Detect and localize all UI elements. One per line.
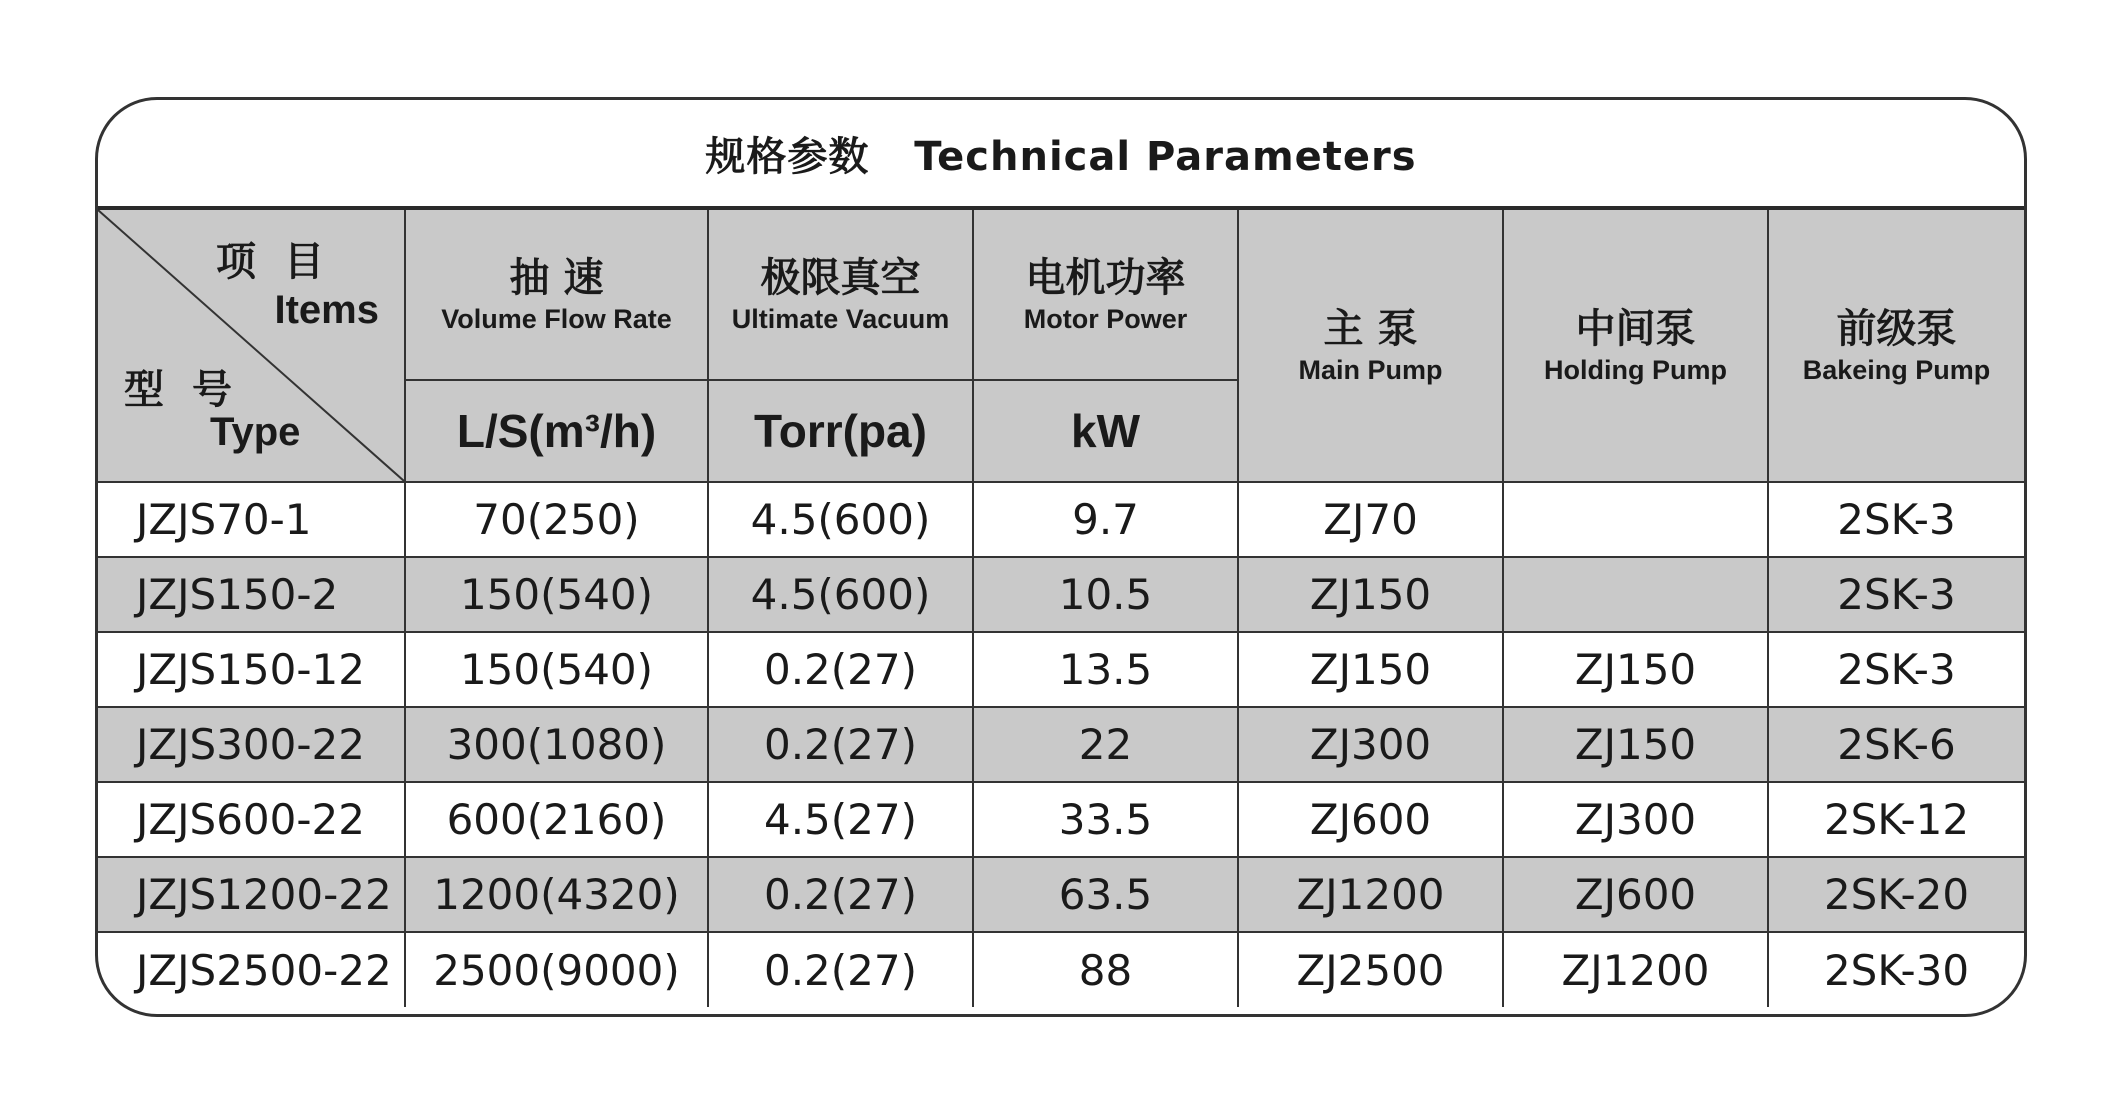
table-row [98, 632, 2024, 707]
col-header-cn: 中间泵 [1575, 305, 1696, 352]
cell-vacuum: 0.2(27) [708, 932, 973, 1007]
cell-flow: 1200(4320) [405, 857, 708, 932]
technical-parameters-card [95, 97, 2027, 1017]
cell-main-pump: ZJ2500 [1238, 932, 1503, 1007]
col-header-motor-power [973, 210, 1238, 380]
cell-vacuum: 0.2(27) [708, 707, 973, 782]
cell-flow: 150(540) [405, 557, 708, 632]
col-header-cn: 主 泵 [1323, 305, 1418, 352]
cell-type: JZJS70-1 [98, 482, 405, 557]
unit-label: kW [1071, 405, 1140, 457]
col-header-en: Holding Pump [1544, 354, 1727, 385]
cell-flow: 150(540) [405, 632, 708, 707]
table-row [98, 557, 2024, 632]
cell-baking-pump: 2SK-20 [1768, 857, 2024, 932]
technical-parameters-table [98, 210, 2024, 1007]
cell-flow: 600(2160) [405, 782, 708, 857]
cell-holding-pump [1503, 557, 1768, 632]
corner-type-cn: 型号 [124, 367, 260, 413]
table-row [98, 932, 2024, 1007]
cell-holding-pump: ZJ1200 [1503, 932, 1768, 1007]
corner-items-en: Items [274, 288, 379, 332]
cell-power: 9.7 [973, 482, 1238, 557]
title-bar [98, 100, 2024, 210]
col-header-baking-pump [1768, 210, 2024, 482]
col-header-main-pump [1238, 210, 1503, 482]
cell-flow: 70(250) [405, 482, 708, 557]
cell-baking-pump: 2SK-12 [1768, 782, 2024, 857]
col-header-en: Volume Flow Rate [441, 303, 672, 334]
cell-holding-pump [1503, 482, 1768, 557]
cell-main-pump: ZJ150 [1238, 557, 1503, 632]
table-title: 规格参数 Technical Parameters [705, 133, 1417, 180]
unit-label: L/S(m³/h) [456, 405, 657, 457]
table-row [98, 782, 2024, 857]
cell-type: JZJS2500-22 [98, 932, 405, 1007]
cell-main-pump: ZJ70 [1238, 482, 1503, 557]
corner-header-cell [98, 210, 405, 482]
table-row [98, 857, 2024, 932]
unit-motor-power [973, 380, 1238, 482]
cell-power: 88 [973, 932, 1238, 1007]
cell-main-pump: ZJ150 [1238, 632, 1503, 707]
col-header-holding-pump [1503, 210, 1768, 482]
cell-vacuum: 0.2(27) [708, 857, 973, 932]
cell-baking-pump: 2SK-3 [1768, 482, 2024, 557]
cell-holding-pump: ZJ600 [1503, 857, 1768, 932]
corner-items-cn: 项目 [216, 239, 352, 285]
cell-holding-pump: ZJ150 [1503, 632, 1768, 707]
cell-type: JZJS1200-22 [98, 857, 405, 932]
cell-main-pump: ZJ1200 [1238, 857, 1503, 932]
cell-power: 63.5 [973, 857, 1238, 932]
cell-baking-pump: 2SK-3 [1768, 557, 2024, 632]
unit-flow-rate [405, 380, 708, 482]
cell-vacuum: 4.5(600) [708, 482, 973, 557]
cell-main-pump: ZJ300 [1238, 707, 1503, 782]
col-header-ultimate-vacuum [708, 210, 973, 380]
cell-power: 22 [973, 707, 1238, 782]
cell-flow: 2500(9000) [405, 932, 708, 1007]
col-header-cn: 抽 速 [509, 254, 604, 301]
cell-power: 10.5 [973, 557, 1238, 632]
cell-vacuum: 4.5(600) [708, 557, 973, 632]
col-header-en: Ultimate Vacuum [731, 303, 950, 334]
cell-power: 33.5 [973, 782, 1238, 857]
cell-holding-pump: ZJ300 [1503, 782, 1768, 857]
unit-label: Torr(pa) [754, 405, 927, 457]
cell-type: JZJS150-2 [98, 557, 405, 632]
col-header-cn: 极限真空 [760, 254, 921, 301]
col-header-en: Main Pump [1298, 354, 1443, 385]
cell-vacuum: 0.2(27) [708, 632, 973, 707]
col-header-en: Motor Power [1023, 303, 1188, 334]
cell-type: JZJS600-22 [98, 782, 405, 857]
header-row-top [98, 210, 2024, 380]
col-header-en: Bakeing Pump [1802, 354, 1991, 385]
col-header-cn: 电机功率 [1025, 254, 1186, 301]
col-header-cn: 前级泵 [1836, 305, 1957, 352]
cell-baking-pump: 2SK-30 [1768, 932, 2024, 1007]
cell-type: JZJS150-12 [98, 632, 405, 707]
corner-type-en: Type [210, 410, 301, 454]
table-row [98, 482, 2024, 557]
cell-vacuum: 4.5(27) [708, 782, 973, 857]
cell-baking-pump: 2SK-3 [1768, 632, 2024, 707]
cell-power: 13.5 [973, 632, 1238, 707]
cell-type: JZJS300-22 [98, 707, 405, 782]
unit-ultimate-vacuum [708, 380, 973, 482]
cell-flow: 300(1080) [405, 707, 708, 782]
col-header-flow-rate [405, 210, 708, 380]
cell-holding-pump: ZJ150 [1503, 707, 1768, 782]
cell-baking-pump: 2SK-6 [1768, 707, 2024, 782]
table-row [98, 707, 2024, 782]
cell-main-pump: ZJ600 [1238, 782, 1503, 857]
